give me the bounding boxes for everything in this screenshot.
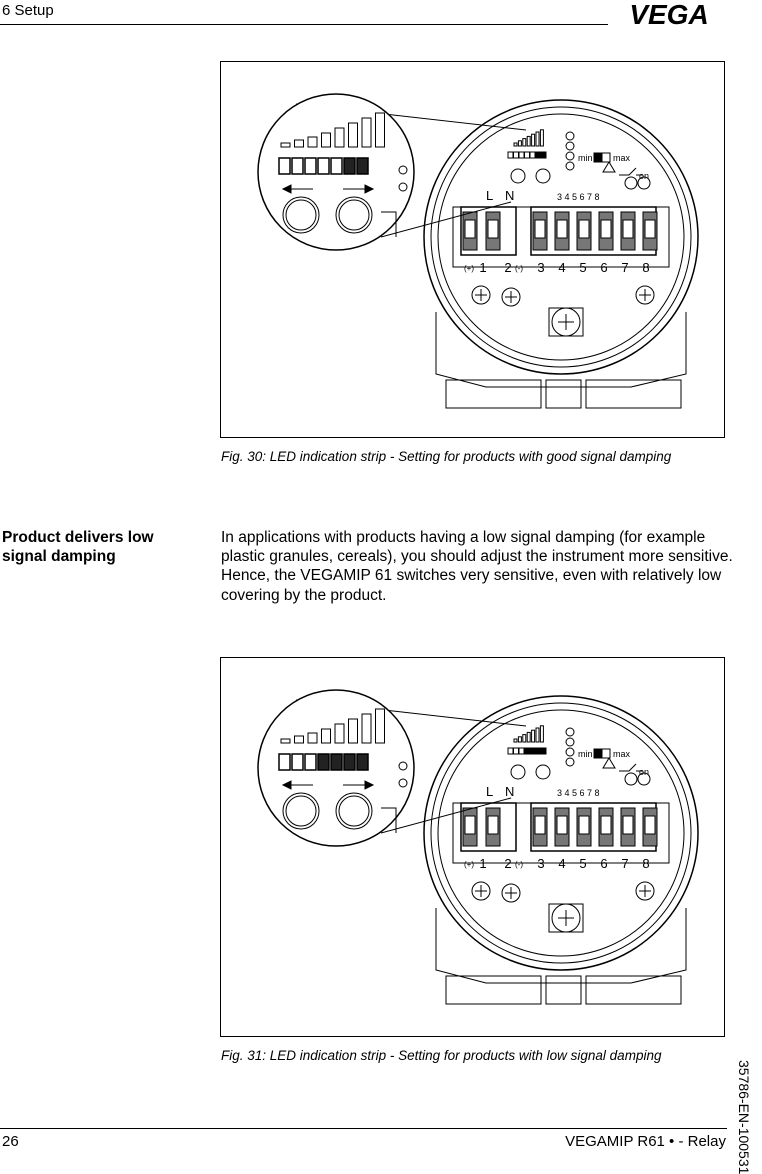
power-label-n: N [505,784,515,799]
mode-max-label: max [613,749,631,759]
small-led-segment [541,152,546,158]
footer-rule [0,1128,727,1129]
small-bar-icon [523,139,526,146]
signal-bar-icon [322,729,331,743]
signal-bar-icon [335,128,344,147]
terminal-screw-slot [488,220,498,238]
mode-switch-knob [595,154,602,161]
small-bar-icon [518,141,521,146]
small-bar-icon [518,737,521,742]
terminal-number: 3 [537,260,545,275]
mode-max-label: max [613,153,631,163]
led-segment-on [357,754,368,770]
small-bar-icon [527,732,530,742]
device-housing [258,94,698,408]
terminal-screw-slot [535,220,545,238]
figure-31-caption: Fig. 31: LED indication strip - Setting for products with low signal damping [221,1048,662,1063]
signal-bar-icon [376,709,385,743]
led-segment-off [279,158,290,174]
terminal-screw-slot [465,816,475,834]
small-led-segment [514,748,519,754]
footer-title: VEGAMIP R61 • - Relay [565,1133,726,1150]
led-segment-off [318,158,329,174]
signal-bar-icon [362,118,371,147]
small-led-segment [525,152,530,158]
small-led-segment [519,748,524,754]
small-bar-icon [532,134,535,146]
terminal-number: 6 [600,260,608,275]
terminal-screw-slot [623,220,633,238]
cable-gland-center [546,380,581,408]
device-drawing-2 [221,658,724,1036]
terminal-number: 7 [621,856,629,871]
terminal-screw-slot [645,220,655,238]
plus-label: (+) [464,264,474,273]
terminal-number: 5 [579,856,587,871]
power-label-l: L [486,188,494,203]
terminal-screw-slot [579,816,589,834]
led-segment-on [331,754,342,770]
terminal-number: 6 [600,856,608,871]
small-led-segment [508,748,513,754]
cable-gland-left [446,380,541,408]
led-segment-off [305,158,316,174]
section-header: 6 Setup [2,2,54,19]
terminal-number: 7 [621,260,629,275]
signal-bar-icon [308,137,317,147]
led-segment-off [305,754,316,770]
power-label-l: L [486,784,494,799]
signal-bar-icon [335,724,344,743]
terminal-screw-slot [557,220,567,238]
terminal-number: 4 [558,260,566,275]
figure-31 [220,657,725,1037]
small-led-segment [530,152,535,158]
signal-bar-icon [376,113,385,147]
terminal-number: 1 [479,260,487,275]
led-segment-on [357,158,368,174]
side-heading: Product delivers low signal damping [2,529,154,565]
device-housing [258,690,698,1004]
minus-label: (-) [515,264,523,273]
device-drawing-1 [221,62,724,437]
signal-bar-icon [281,739,290,743]
small-bar-icon [536,132,539,146]
small-bar-icon [536,728,539,742]
terminal-screw-slot [465,220,475,238]
small-led-segment [525,748,530,754]
terminal-screw-slot [623,816,633,834]
small-led-segment [514,152,519,158]
small-bar-icon [523,735,526,742]
header-rule [0,24,608,25]
signal-bar-icon [295,736,304,743]
minus-label: (-) [515,860,523,869]
power-label-n: N [505,188,515,203]
small-led-segment [536,152,541,158]
terminal-screw-slot [601,220,611,238]
terminal-block-relay [531,207,656,255]
mode-min-label: min [578,153,593,163]
led-segment-off [292,754,303,770]
signal-bar-icon [295,140,304,147]
led-segment-off [292,158,303,174]
terminal-number: 2 [504,856,512,871]
plus-label: (+) [464,860,474,869]
terminal-screw-slot [645,816,655,834]
small-led-segment [530,748,535,754]
signal-bar-icon [362,714,371,743]
figure-30 [220,61,725,438]
body-paragraph: In applications with products having a low signal damping (for example plastic granules, cereals), you should adjust the instrument more sensitive. Hence, the VEGAMIP 61 switches very sensitive, even with relatively low covering by the product. [221,529,733,604]
small-bar-icon [540,130,543,146]
terminal-screw-slot [557,816,567,834]
signal-bar-icon [308,733,317,743]
mode-switch-knob [595,750,602,757]
small-bar-icon [514,739,517,742]
terminal-number: 4 [558,856,566,871]
terminal-screw-slot [601,816,611,834]
led-segment-off [279,754,290,770]
small-bar-icon [532,730,535,742]
signal-bar-icon [281,143,290,147]
terminal-screw-slot [579,220,589,238]
vega-logo [612,2,726,26]
terminal-block-relay [531,803,656,851]
led-segment-on [318,754,329,770]
terminal-number: 1 [479,856,487,871]
cable-gland-right [586,976,681,1004]
cable-gland-center [546,976,581,1004]
figure-30-caption: Fig. 30: LED indication strip - Setting for products with good signal damping [221,449,672,464]
cable-gland-left [446,976,541,1004]
document-id: 35786-EN-100531 [736,1060,752,1174]
cable-gland-right [586,380,681,408]
small-bar-icon [540,726,543,742]
terminal-number: 8 [642,260,650,275]
terminal-number: 3 [537,856,545,871]
page-number: 26 [2,1133,19,1150]
led-segment-off [331,158,342,174]
terminal-number: 8 [642,856,650,871]
switch-on-label: on [639,171,650,181]
terminal-screw-slot [535,816,545,834]
relay-small-labels: 3 4 5 6 7 8 [557,192,600,202]
logo-text: VEGA [629,2,709,26]
switch-on-label: on [639,767,650,777]
terminal-number: 5 [579,260,587,275]
small-bar-icon [527,136,530,146]
led-segment-on [344,158,355,174]
small-led-segment [536,748,541,754]
small-led-segment [519,152,524,158]
relay-small-labels: 3 4 5 6 7 8 [557,788,600,798]
small-bar-icon [514,143,517,146]
mode-min-label: min [578,749,593,759]
terminal-number: 2 [504,260,512,275]
small-led-segment [508,152,513,158]
signal-bar-icon [349,123,358,147]
terminal-screw-slot [488,816,498,834]
led-segment-on [344,754,355,770]
signal-bar-icon [349,719,358,743]
signal-bar-icon [322,133,331,147]
small-led-segment [541,748,546,754]
